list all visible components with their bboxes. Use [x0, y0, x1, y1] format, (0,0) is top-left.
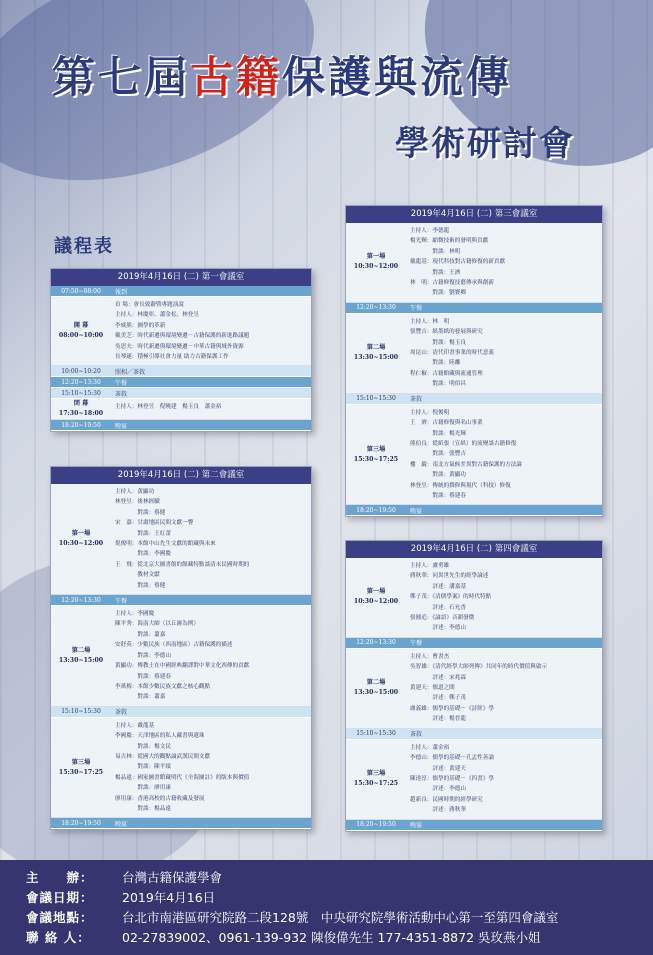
session-lines — [406, 405, 602, 505]
session-line: 主持人：李國慶 — [115, 611, 155, 618]
session-line: 主持人：林登昱 倪曉建 楊玉良 蕭金裕 — [115, 404, 222, 411]
session-lines — [111, 606, 311, 706]
session-hours: 08:00~10:00 — [58, 332, 104, 340]
session-time — [346, 649, 406, 728]
session-block — [346, 649, 602, 729]
row-desc: 午餐 — [115, 597, 128, 605]
session-block — [346, 405, 602, 506]
schedule-row — [51, 595, 311, 606]
session-time — [51, 484, 111, 594]
session-time — [51, 606, 111, 706]
session-line: 評述：石允香 — [410, 604, 466, 611]
schedule-row — [346, 729, 602, 740]
row-time: 10:00~10:20 — [61, 367, 101, 375]
session-lines — [111, 399, 311, 419]
session-line: 教材文獻 — [115, 572, 160, 579]
panel-header: 2019年4月16日 (二) 第一會議室 — [51, 269, 311, 286]
session-line: 對談：明伯昌 — [410, 381, 466, 388]
session-line: 宋 嘉：甘肅地區民間文獻一瞥 — [115, 520, 194, 527]
session-line: 趙新良：民國時期的經學研究 — [410, 796, 483, 803]
session-line: 戴美芝：時代新遷與環境變遷－古籍保護的新進路議題 — [115, 333, 250, 340]
row-desc: 晚宴 — [410, 507, 423, 515]
session-line: 主持人：蕭金裕 — [410, 744, 450, 751]
session-line: 對談：陸離 — [410, 360, 461, 367]
session-hours: 15:30~17:25 — [353, 780, 399, 788]
session-line: 評述：鄭子茂 — [410, 695, 466, 702]
session-hours: 10:30~12:00 — [353, 263, 399, 271]
session-line: 黃建天：儒道之間 — [410, 685, 455, 692]
session-lines — [406, 223, 602, 302]
session-line: 楊品遠：國家圖書館藏明代《全海圖註》的版本與價值 — [115, 774, 250, 781]
session-line: 對談：楊玉良 — [410, 339, 466, 346]
session-line: 對談：楊文民 — [115, 743, 171, 750]
title-highlight: 古籍 — [190, 53, 282, 103]
session-line: 李國慶：天津地區的私人藏書與遺珠 — [115, 733, 205, 740]
panel-room-3 — [345, 205, 603, 517]
session-hours: 10:30~12:00 — [58, 540, 104, 548]
session-line: 對談：楊品遠 — [115, 805, 171, 812]
session-line: 對談：蕭嘉 — [115, 694, 166, 701]
session-line: 周昆山：清代印書事業的時代意義 — [410, 350, 494, 357]
session-line: 吳思夫：時代新遷與環境變遷－中華古籍與域外資源 — [115, 343, 244, 350]
session-line: 評述：李德山 — [410, 786, 466, 793]
session-line: 評述：潘嘉基 — [410, 583, 466, 590]
panel-room-2 — [50, 466, 312, 830]
row-time: 18:20~19:50 — [356, 821, 396, 829]
row-time: 15:10~15:30 — [356, 395, 396, 403]
footer — [0, 860, 653, 955]
session-line: 對談：廖用康 — [115, 785, 171, 792]
ink-wash — [0, 0, 342, 221]
session-title: 開 幕 — [73, 322, 89, 330]
session-line: 對談：蔡健 — [115, 582, 166, 589]
session-hours: 13:30~15:00 — [58, 656, 104, 664]
session-line: 張豐吉：紙墨紙的發展與研究 — [410, 329, 483, 336]
session-block — [51, 718, 311, 819]
session-line: 對談：黃顯功 — [410, 472, 466, 479]
row-desc: 午餐 — [115, 379, 128, 387]
schedule-row — [51, 286, 311, 297]
session-title: 第三場 — [366, 445, 386, 453]
session-line: 黃顯功：傳教士在中國經典翻譯對中華文化西傳的貢獻 — [115, 663, 250, 670]
session-hours: 13:30~15:00 — [353, 689, 399, 697]
row-desc: 午餐 — [410, 640, 423, 648]
row-time: 18:20~19:50 — [61, 421, 101, 429]
session-line: 主持人：倪俊明 — [410, 409, 450, 416]
row-desc: 茶敘 — [115, 390, 128, 398]
session-title: 第三場 — [71, 758, 91, 766]
session-time — [51, 399, 111, 419]
session-title: 第一場 — [71, 530, 91, 538]
agenda-label: 議程表 — [54, 236, 114, 257]
session-line: 對談：蕭嘉 — [115, 631, 166, 638]
session-line: 長琴遂：積極引導社會力量 助力古籍保護工作 — [115, 354, 229, 361]
schedule-row — [346, 638, 602, 649]
session-line: 評述：宋兆霖 — [410, 674, 466, 681]
session-line: 林 明：古籍修復技藝傳承與創新 — [410, 280, 494, 287]
session-time — [51, 718, 111, 818]
session-line: 主持人：李德龍 — [410, 228, 450, 234]
session-line: 評述：楊晉龍 — [410, 716, 466, 723]
session-line: 張圓追：《論語》音韻發微 — [410, 615, 475, 622]
row-desc: 茶敘 — [115, 709, 128, 717]
session-lines — [406, 740, 602, 819]
schedule-row — [51, 377, 311, 388]
row-desc: 茶敘 — [410, 731, 423, 739]
session-line: 主持人：林慶彰、蕭金松、林登昱 — [115, 312, 199, 319]
session-hours: 15:30~17:25 — [353, 455, 399, 463]
row-time: 12:20~13:30 — [61, 596, 101, 604]
session-lines — [111, 718, 311, 818]
session-line: 對談：楊光輝 — [410, 430, 466, 437]
schedule-row — [51, 388, 311, 399]
session-block — [346, 558, 602, 638]
footer-contact: 聯 絡 人： 02-27839002、0961-139-932 陳俊偉先生 177-4351-8872 吳玫燕小姐 — [26, 930, 541, 945]
session-time — [346, 223, 406, 302]
session-time — [346, 558, 406, 637]
session-line: 對談：陳平綏 — [115, 764, 171, 771]
session-hours: 15:30~17:25 — [58, 768, 104, 776]
session-title: 第三場 — [366, 770, 386, 778]
session-block — [51, 399, 311, 420]
session-line: 對談：李德山 — [115, 652, 171, 659]
schedule-row — [346, 303, 602, 314]
row-desc: 午餐 — [410, 305, 423, 313]
session-line: 易吉林：從國大的觀點論武漢民間文獻 — [115, 753, 211, 760]
session-line: 樓 巖：南北方氣候差異對古籍保護的方法論 — [410, 461, 522, 468]
session-line: 蔣秋華：同異世先生的經學論述 — [410, 573, 489, 580]
panel-header: 2019年4月16日 (二) 第二會議室 — [51, 467, 311, 484]
session-line: 對談：劉寶卿 — [410, 290, 466, 297]
session-line: 鄭子茂：《清儒學案》的時代特點 — [410, 594, 492, 601]
schedule-row — [51, 818, 311, 829]
session-block — [51, 297, 311, 366]
schedule-row — [51, 707, 311, 718]
row-time: 15:10~15:30 — [61, 708, 101, 716]
session-title: 第一場 — [366, 588, 386, 596]
footer-date: 會議日期： 2019年4月16日 — [26, 890, 216, 905]
session-line: 對談：李國慶 — [115, 551, 171, 558]
row-time: 15:10~15:30 — [61, 389, 101, 397]
schedule-row — [51, 366, 311, 377]
session-line: 對談：王濟 — [410, 269, 461, 276]
session-line: 李德山：儒學的基礎－孔孟性善論 — [410, 755, 494, 762]
session-line: 評述：蔣秋華 — [410, 807, 466, 814]
session-hours: 17:30~18:00 — [58, 410, 104, 418]
row-desc: 茶敘 — [410, 396, 423, 404]
session-line: 李萬梅：本館少數民族文獻之核心觀點 — [115, 683, 211, 690]
session-block — [346, 223, 602, 303]
session-line: 戴龍基：現代科技對古籍修復的新貢獻 — [410, 259, 506, 266]
row-time: 12:20~13:30 — [61, 378, 101, 386]
panel-room-1 — [50, 268, 312, 432]
row-time: 18:20~19:50 — [356, 506, 396, 514]
session-title: 第二場 — [366, 344, 386, 352]
session-line: 對談：張豐吉 — [410, 451, 466, 458]
session-line: 倪俊明：本館中山先生文獻的館藏與未來 — [115, 541, 216, 548]
session-block — [51, 606, 311, 707]
session-line: 李威熊：圖學的革新 — [115, 322, 166, 329]
session-line: 陳達淳：儒學的基礎－《四書》學 — [410, 775, 494, 782]
session-lines — [406, 558, 602, 637]
row-time: 15:10~15:30 — [356, 730, 396, 738]
panel-room-4 — [345, 540, 603, 832]
row-time: 18:20~19:50 — [61, 819, 101, 827]
title-prefix: 第七屆 — [52, 53, 190, 103]
session-line: 廖用康：香港高校的古籍收藏及發展 — [115, 795, 205, 802]
session-line: 主持人：戴龍基 — [115, 722, 155, 729]
session-lines — [406, 649, 602, 728]
row-desc: 晚宴 — [115, 422, 128, 430]
session-hours: 13:30~15:00 — [353, 354, 399, 362]
footer-venue: 會議地點： 台北市南港區研究院路二段128號 中央研究院學術活動中心第一至第四會議室 — [26, 910, 559, 925]
session-time — [51, 297, 111, 365]
session-line: 主持人：曹書杰 — [410, 653, 450, 660]
session-line: 對談：蔡建春 — [115, 673, 171, 680]
session-hours: 10:30~12:00 — [353, 598, 399, 606]
session-line: 林登昱：傳統的撰修與現代（科技）修復 — [410, 482, 511, 489]
session-block — [346, 314, 602, 394]
session-line: 對談：林明 — [410, 248, 461, 255]
session-line: 盧義雄：儒學的基礎－《詩經》學 — [410, 705, 494, 712]
session-line: 評述：黃建天 — [410, 765, 466, 772]
session-title: 第二場 — [366, 679, 386, 687]
panel-header: 2019年4月16日 (二) 第三會議室 — [346, 206, 602, 223]
session-line: 王 飛：從北京大圖書館的館藏特點談清末民國時期的 — [115, 561, 250, 568]
session-line: 主持人：盧勇雄 — [410, 563, 450, 569]
session-title: 第一場 — [366, 253, 386, 261]
schedule-row — [346, 820, 602, 831]
schedule-row — [346, 505, 602, 516]
row-desc: 晚宴 — [410, 822, 423, 830]
row-time: 12:20~13:30 — [356, 639, 396, 647]
session-lines — [406, 314, 602, 393]
session-title: 第二場 — [71, 646, 91, 654]
title-suffix: 保護與流傳 — [282, 53, 512, 103]
session-line: 林登昱：後林經驗 — [115, 499, 160, 506]
row-desc: 照相／茶敘 — [115, 368, 146, 376]
row-time: 12:20~13:30 — [356, 304, 396, 312]
session-line: 陳平秀：海南大師（以丘濬為例） — [115, 621, 199, 628]
session-line: 首 場：會長致辭暨專題演說 — [115, 302, 184, 308]
session-block — [346, 740, 602, 820]
session-line: 主持人：黃顯功 — [115, 489, 155, 495]
row-desc: 晚宴 — [115, 820, 128, 828]
session-line: 楊光輝：縮微技術的發明與貢獻 — [410, 238, 489, 245]
panel-header: 2019年4月16日 (二) 第四會議室 — [346, 541, 602, 558]
session-line: 對談：王紅蕾 — [115, 530, 171, 537]
session-title: 閉 幕 — [73, 400, 89, 408]
session-time — [346, 740, 406, 819]
session-line: 主持人：林 明 — [410, 318, 450, 325]
session-line: 吳智雄：《清代經學大師列傳》共同年的時代價值與啟示 — [410, 664, 548, 671]
session-line: 程仁椒：古籍館藏與流通管理 — [410, 370, 483, 377]
session-lines — [111, 297, 311, 365]
session-time — [346, 314, 406, 393]
footer-host: 主 辦： 台灣古籍保護學會 — [26, 870, 223, 885]
row-desc: 報到 — [115, 288, 128, 296]
session-line: 王 濟：古籍修復與名山事業 — [410, 420, 483, 427]
session-line: 對談：蔡健 — [115, 509, 166, 516]
session-line: 安舒英：少數民族（西南地區）古籍保護的描述 — [115, 642, 233, 649]
schedule-row — [51, 420, 311, 431]
session-line: 評述：李德山 — [410, 625, 466, 632]
schedule-row — [346, 394, 602, 405]
session-line: 熊伯良：從紙張（宣紙）的流變談古籍修復 — [410, 440, 517, 447]
subtitle: 學術研討會 — [395, 124, 575, 164]
main-title — [52, 44, 612, 106]
session-block — [51, 484, 311, 595]
session-line: 對談：蔡建春 — [410, 492, 466, 499]
session-lines — [111, 484, 311, 594]
row-time: 07:50~08:00 — [61, 287, 101, 295]
session-time — [346, 405, 406, 505]
